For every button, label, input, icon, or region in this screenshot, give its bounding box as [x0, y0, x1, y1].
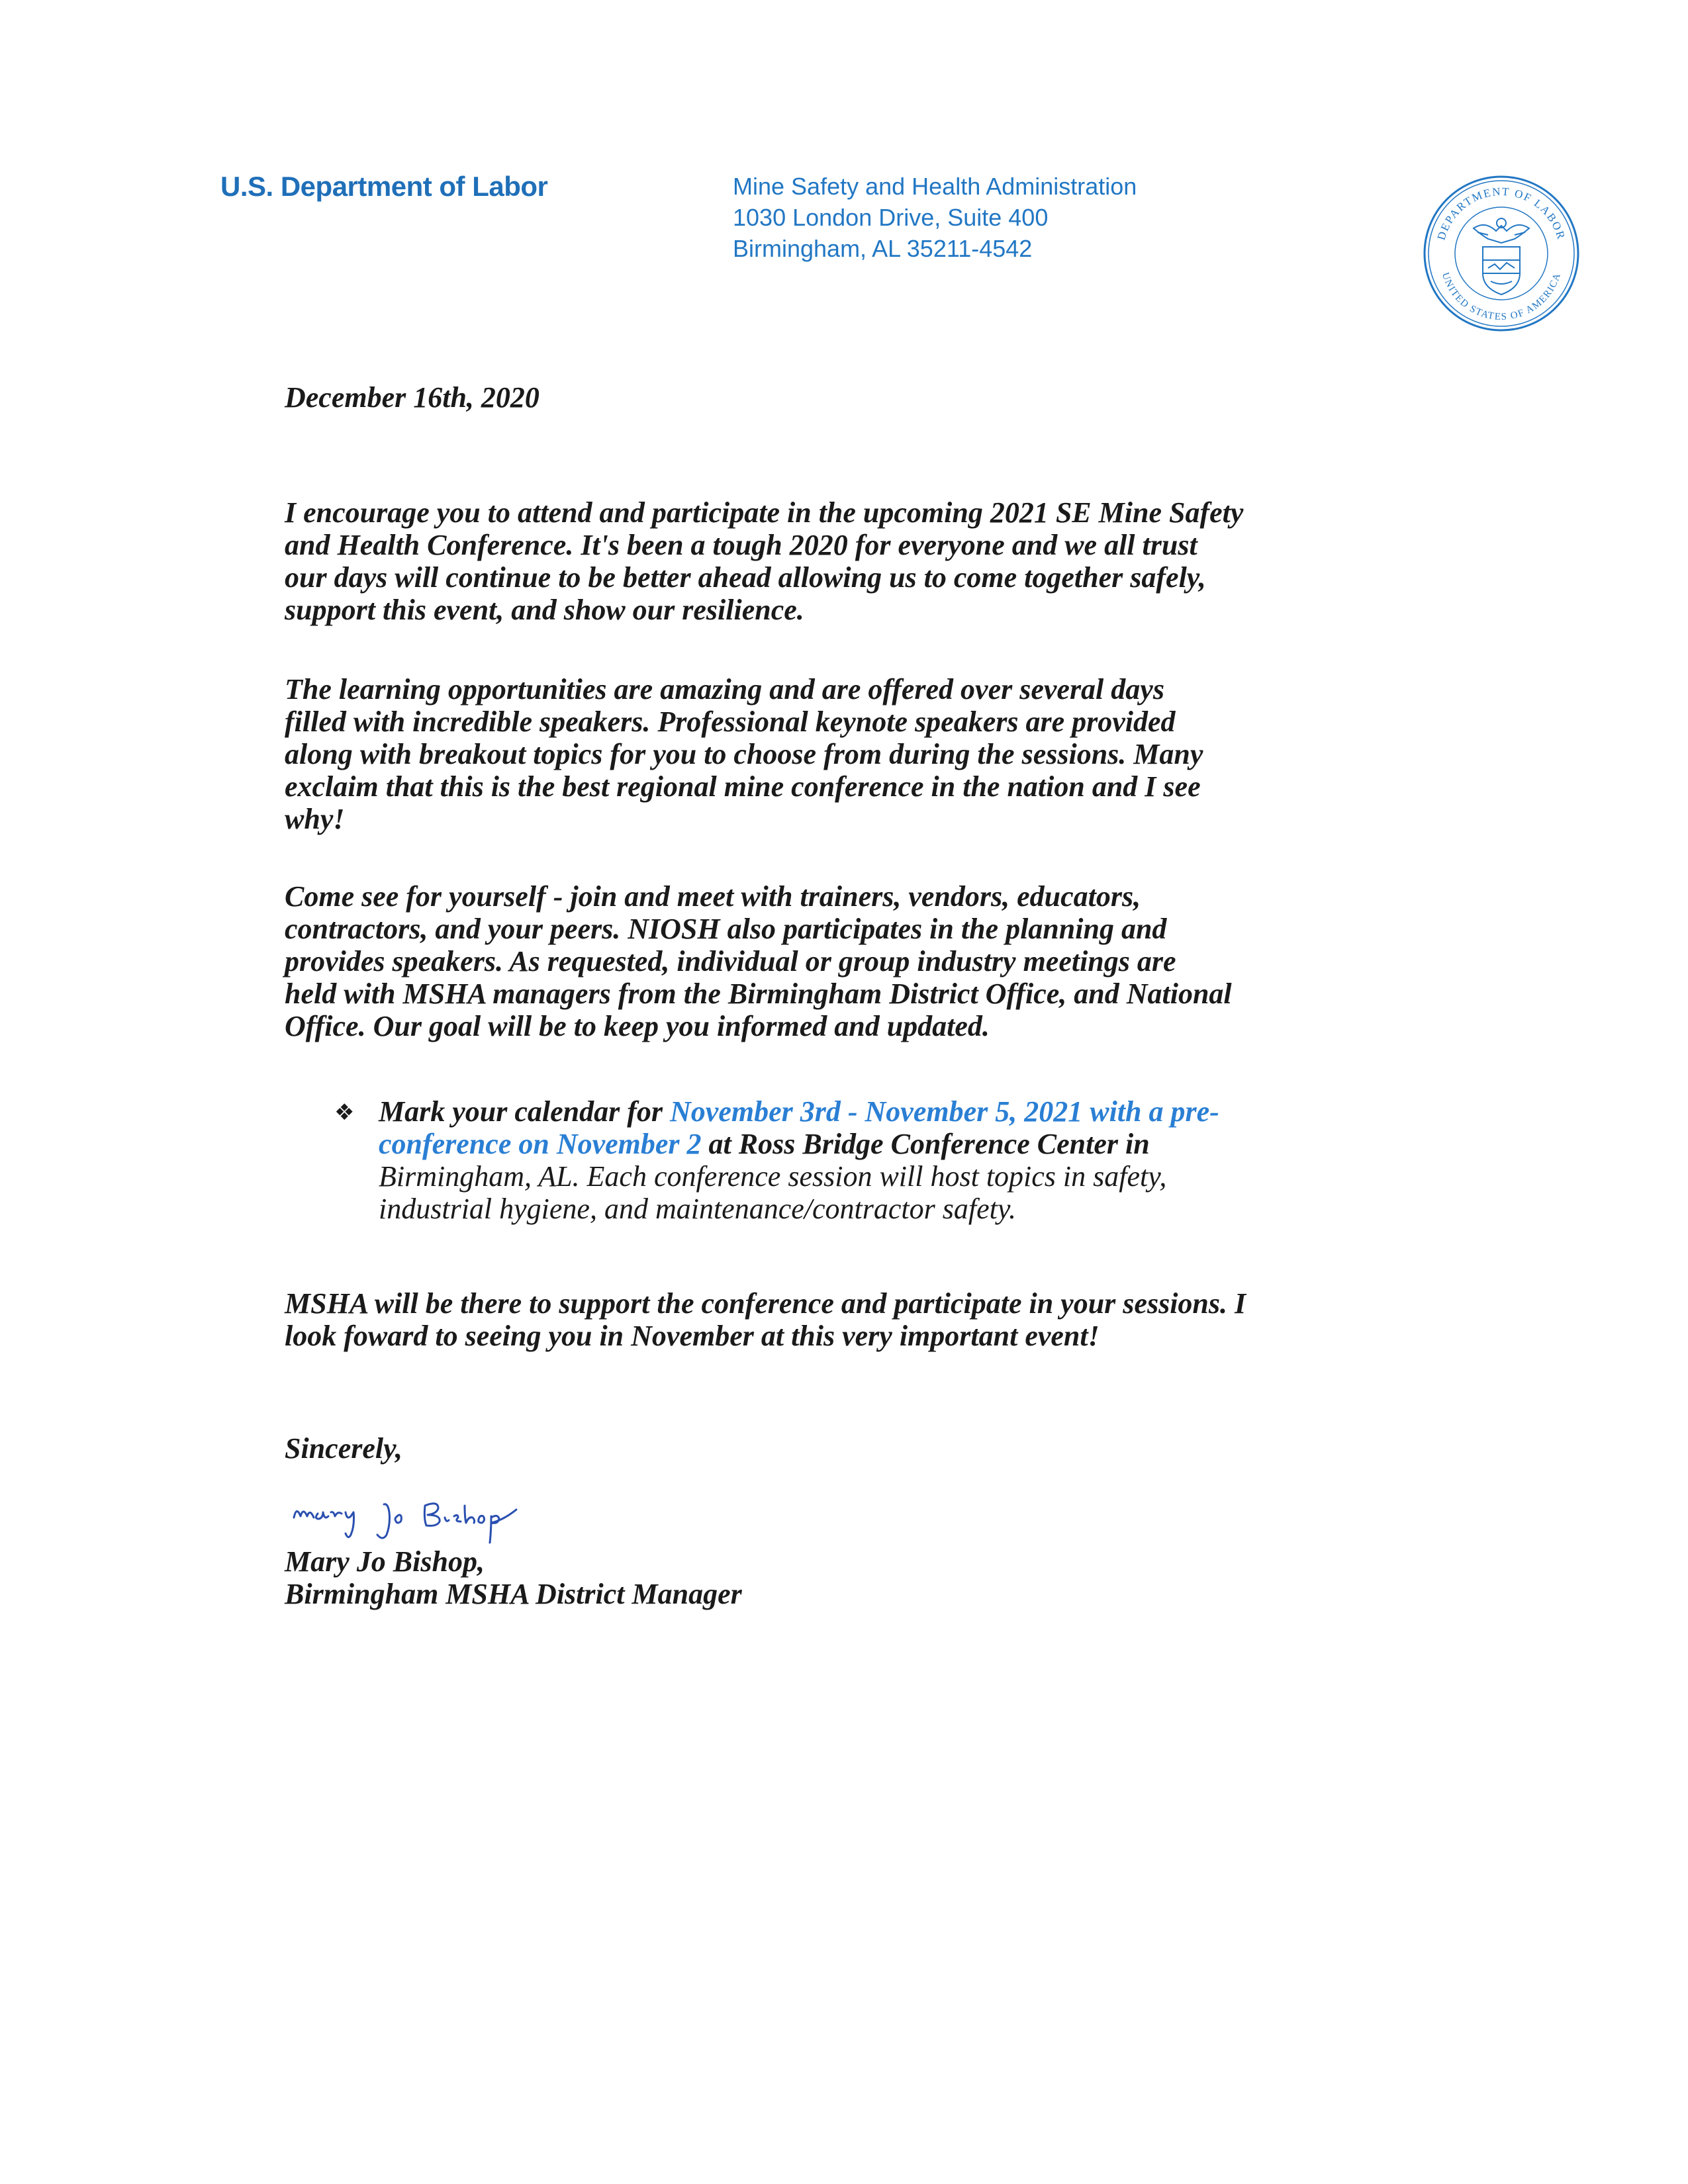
bullet-line: Birmingham, AL. Each conference session will host topics in safety, [379, 1160, 1167, 1193]
signer-block [285, 1545, 742, 1610]
agency-name: Mine Safety and Health Administration [733, 173, 1137, 200]
paragraph-learning [285, 673, 1423, 835]
agency-address-block [733, 171, 1137, 264]
paragraph-line: along with breakout topics for you to choose from during the sessions. Many [285, 738, 1203, 770]
paragraph-line: look foward to seeing you in November at this very important event! [285, 1320, 1100, 1352]
paragraph-line: and Health Conference. It's been a tough 2020 for everyone and we all trust [285, 529, 1197, 561]
bullet-line: industrial hygiene, and maintenance/contractor safety. [379, 1193, 1016, 1225]
paragraph-invitation [285, 496, 1423, 626]
letter-date: December 16th, 2020 [285, 381, 539, 414]
conference-dates-highlight: November 3rd - November 5, 2021 with a pre- [670, 1095, 1219, 1128]
paragraph-line: our days will continue to be better ahead allowing us to come together safely, [285, 561, 1206, 594]
diamond-bullet-icon: ❖ [334, 1099, 355, 1126]
svg-text:DEPARTMENT OF LABOR: DEPARTMENT OF LABOR [1434, 185, 1568, 242]
address-line-2: Birmingham, AL 35211-4542 [733, 235, 1033, 262]
bullet-text [379, 1095, 1219, 1225]
paragraph-line: provides speakers. As requested, individual or group industry meetings are [285, 945, 1176, 978]
svg-text:UNITED STATES OF AMERICA: UNITED STATES OF AMERICA [1439, 271, 1564, 323]
paragraph-line: filled with incredible speakers. Professional keynote speakers are provided [285, 705, 1176, 738]
address-line-1: 1030 London Drive, Suite 400 [733, 204, 1049, 231]
paragraph-line: Office. Our goal will be to keep you informed and updated. [285, 1010, 990, 1042]
paragraph-line: I encourage you to attend and participate in the upcoming 2021 SE Mine Safety [285, 496, 1244, 529]
handwritten-signature [285, 1479, 563, 1552]
paragraph-line: The learning opportunities are amazing and are offered over several days [285, 673, 1164, 705]
paragraph-line: held with MSHA managers from the Birmingham District Office, and National [285, 978, 1232, 1010]
paragraph-msha-support [285, 1287, 1423, 1352]
bullet-line [379, 1095, 1219, 1128]
paragraph-line: MSHA will be there to support the conference and participate in your sessions. I [285, 1287, 1246, 1320]
signer-name: Mary Jo Bishop, [285, 1545, 485, 1578]
closing: Sincerely, [285, 1432, 402, 1465]
paragraph-line: why! [285, 803, 345, 835]
paragraph-line: support this event, and show our resilience. [285, 594, 804, 626]
pre-conference-highlight: conference on November 2 [379, 1128, 702, 1160]
venue-text: at Ross Bridge Conference Center in [701, 1128, 1150, 1160]
paragraph-line: exclaim that this is the best regional mine conference in the nation and I see [285, 770, 1201, 803]
bullet-line [379, 1128, 1219, 1160]
signer-title: Birmingham MSHA District Manager [285, 1578, 742, 1610]
department-name: U.S. Department of Labor [220, 171, 548, 202]
department-of-labor-seal-icon [1422, 174, 1581, 333]
paragraph-line: contractors, and your peers. NIOSH also participates in the planning and [285, 913, 1167, 945]
paragraph-come-see [285, 880, 1423, 1042]
bullet-prefix: Mark your calendar for [379, 1095, 671, 1128]
paragraph-line: Come see for yourself - join and meet with trainers, vendors, educators, [285, 880, 1141, 913]
